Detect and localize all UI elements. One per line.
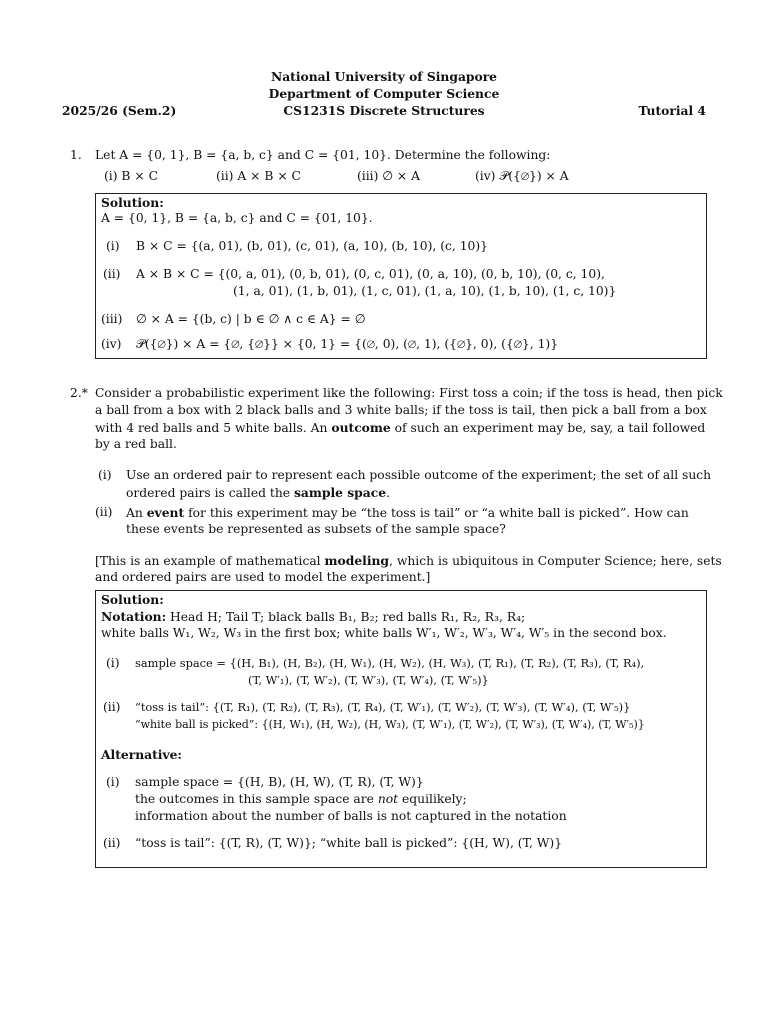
q2-intro-line2: a ball from a box with 2 black balls and 3 white balls; if the toss is tail, then pick a ball from a box — [95, 403, 707, 417]
q2-number: 2.* — [70, 386, 88, 400]
q1-ans-i-label: (i) — [106, 239, 120, 253]
q1-ans-iii: ∅ × A = {(b, c) | b ∈ ∅ ∧ c ∈ A} = ∅ — [136, 312, 366, 326]
q2-part-ii-label: (ii) — [95, 505, 113, 519]
q2-sol-ii-line2: “white ball is picked”: {(H, W₁), (H, W₂), (H, W₃), (T, W′₁), (T, W′₂), (T, W′₃), (T, W′₄), (T, W′₅)} — [135, 718, 645, 731]
q2-part-ii-line1-b: for this experiment may be “the toss is tail” or “a white ball is picked”. How can — [188, 506, 689, 520]
q1-ans-iv-label: (iv) — [101, 337, 122, 351]
q1-solution-heading: Solution: — [101, 195, 164, 210]
q1-part-i: (i) B × C — [104, 169, 159, 183]
q2-intro-line3-b: of such an experiment may be, say, a tail followed — [394, 421, 706, 435]
q2-alt-ii-line: “toss is tail”: {(T, R), (T, W)}; “white ball is picked”: {(H, W), (T, W)} — [135, 836, 563, 850]
q1-part-iv: (iv) 𝒫({∅}) × A — [475, 169, 569, 183]
q2-intro-line3 — [95, 419, 705, 437]
q2-part-i-label: (i) — [98, 468, 112, 482]
q2-sol-i-label: (i) — [106, 656, 120, 670]
header-department: Department of Computer Science — [268, 86, 500, 101]
q2-alt-ii-label: (ii) — [103, 836, 121, 850]
q2-sol-ii-line1: “toss is tail”: {(T, R₁), (T, R₂), (T, R₃), (T, R₄), (T, W′₁), (T, W′₂), (T, W′₃), (T, W′₄), (T, W′₅)} — [135, 700, 631, 714]
header-university: National University of Singapore — [270, 69, 498, 84]
q2-alt-not: not — [377, 792, 399, 806]
q2-note-line1-a: [This is an example of mathematical — [95, 554, 321, 568]
q1-ans-iii-label: (iii) — [101, 312, 123, 326]
q2-part-i-line2-a: ordered pairs is called the — [126, 486, 291, 500]
q1-ans-ii-line2: (1, a, 01), (1, b, 01), (1, c, 01), (1, a, 10), (1, b, 10), (1, c, 10)} — [233, 284, 617, 298]
q2-intro-line3-a: with 4 red balls and 5 white balls. An — [95, 421, 328, 435]
q2-part-i-line2 — [126, 484, 390, 502]
q2-intro-line1: Consider a probabilistic experiment like the following: First toss a coin; if the toss is head, then pick — [95, 386, 723, 400]
q2-intro-line4: by a red ball. — [95, 437, 177, 451]
q1-part-iii: (iii) ∅ × A — [357, 169, 421, 183]
q1-prompt: Let A = {0, 1}, B = {a, b, c} and C = {01, 10}. Determine the following: — [95, 148, 551, 162]
q2-alt-i-line2 — [135, 791, 467, 808]
q2-modeling-term: modeling — [324, 553, 390, 568]
q2-solution-heading: Solution: — [101, 592, 164, 607]
q2-notation-line1 — [101, 608, 525, 626]
q1-number: 1. — [70, 148, 82, 162]
q2-event-term: event — [146, 505, 185, 520]
q2-part-ii-line2: these events be represented as subsets of the sample space? — [126, 522, 506, 536]
q2-notation-label: Notation: — [101, 609, 167, 624]
q2-note-line2: and ordered pairs are used to model the experiment.] — [95, 570, 431, 584]
q2-alt-i-line1: sample space = {(H, B), (H, W), (T, R), (T, W)} — [135, 775, 424, 789]
header-term: 2025/26 (Sem.2) — [62, 103, 177, 118]
q2-alt-i-line3: information about the number of balls is not captured in the notation — [135, 809, 567, 823]
q1-part-ii: (ii) A × B × C — [216, 169, 301, 183]
header-course: CS1231S Discrete Structures — [283, 103, 485, 118]
q2-notation-line2: white balls W₁, W₂, W₃ in the first box; white balls W′₁, W′₂, W′₃, W′₄, W′₅ in the second box. — [101, 626, 667, 640]
q2-notation-text1: Head H; Tail T; black balls B₁, B₂; red balls R₁, R₂, R₃, R₄; — [170, 610, 526, 624]
q1-ans-iv: 𝒫({∅}) × A = {∅, {∅}} × {0, 1} = {(∅, 0), (∅, 1), ({∅}, 0), ({∅}, 1)} — [136, 337, 559, 351]
q2-part-i-line1: Use an ordered pair to represent each possible outcome of the experiment; the set of all such — [126, 468, 712, 482]
q2-note-line1-b: , which is ubiquitous in Computer Science; here, sets — [389, 554, 722, 568]
q2-outcome-term: outcome — [331, 420, 391, 435]
q1-ans-ii-label: (ii) — [103, 267, 121, 281]
q2-alt-i-line2-b: equilikely; — [402, 792, 467, 806]
q2-part-ii-line1-a: An — [126, 506, 143, 520]
q2-sample-space-term: sample space — [293, 485, 387, 500]
q2-part-ii-line1 — [126, 504, 689, 522]
q2-sol-i-line1: sample space = {(H, B₁), (H, B₂), (H, W₁), (H, W₂), (H, W₃), (T, R₁), (T, R₂), (T, R₃), (T, R₄), — [135, 656, 645, 670]
q1-ans-i: B × C = {(a, 01), (b, 01), (c, 01), (a, 10), (b, 10), (c, 10)} — [136, 239, 488, 253]
q1-solution-given: A = {0, 1}, B = {a, b, c} and C = {01, 10}. — [101, 211, 373, 225]
q2-alternative-heading: Alternative: — [101, 747, 182, 762]
header-tutorial: Tutorial 4 — [638, 103, 706, 118]
q2-sol-ii-label: (ii) — [103, 700, 121, 714]
q2-part-i-line2-b: . — [386, 486, 390, 500]
q2-alt-i-label: (i) — [106, 775, 120, 789]
q2-alt-i-line2-a: the outcomes in this sample space are — [135, 792, 374, 806]
q2-sol-i-line2: (T, W′₁), (T, W′₂), (T, W′₃), (T, W′₄), (T, W′₅)} — [248, 673, 489, 687]
q2-note-line1 — [95, 552, 722, 570]
q1-ans-ii-line1: A × B × C = {(0, a, 01), (0, b, 01), (0, c, 01), (0, a, 10), (0, b, 10), (0, c, 10), — [136, 267, 605, 281]
